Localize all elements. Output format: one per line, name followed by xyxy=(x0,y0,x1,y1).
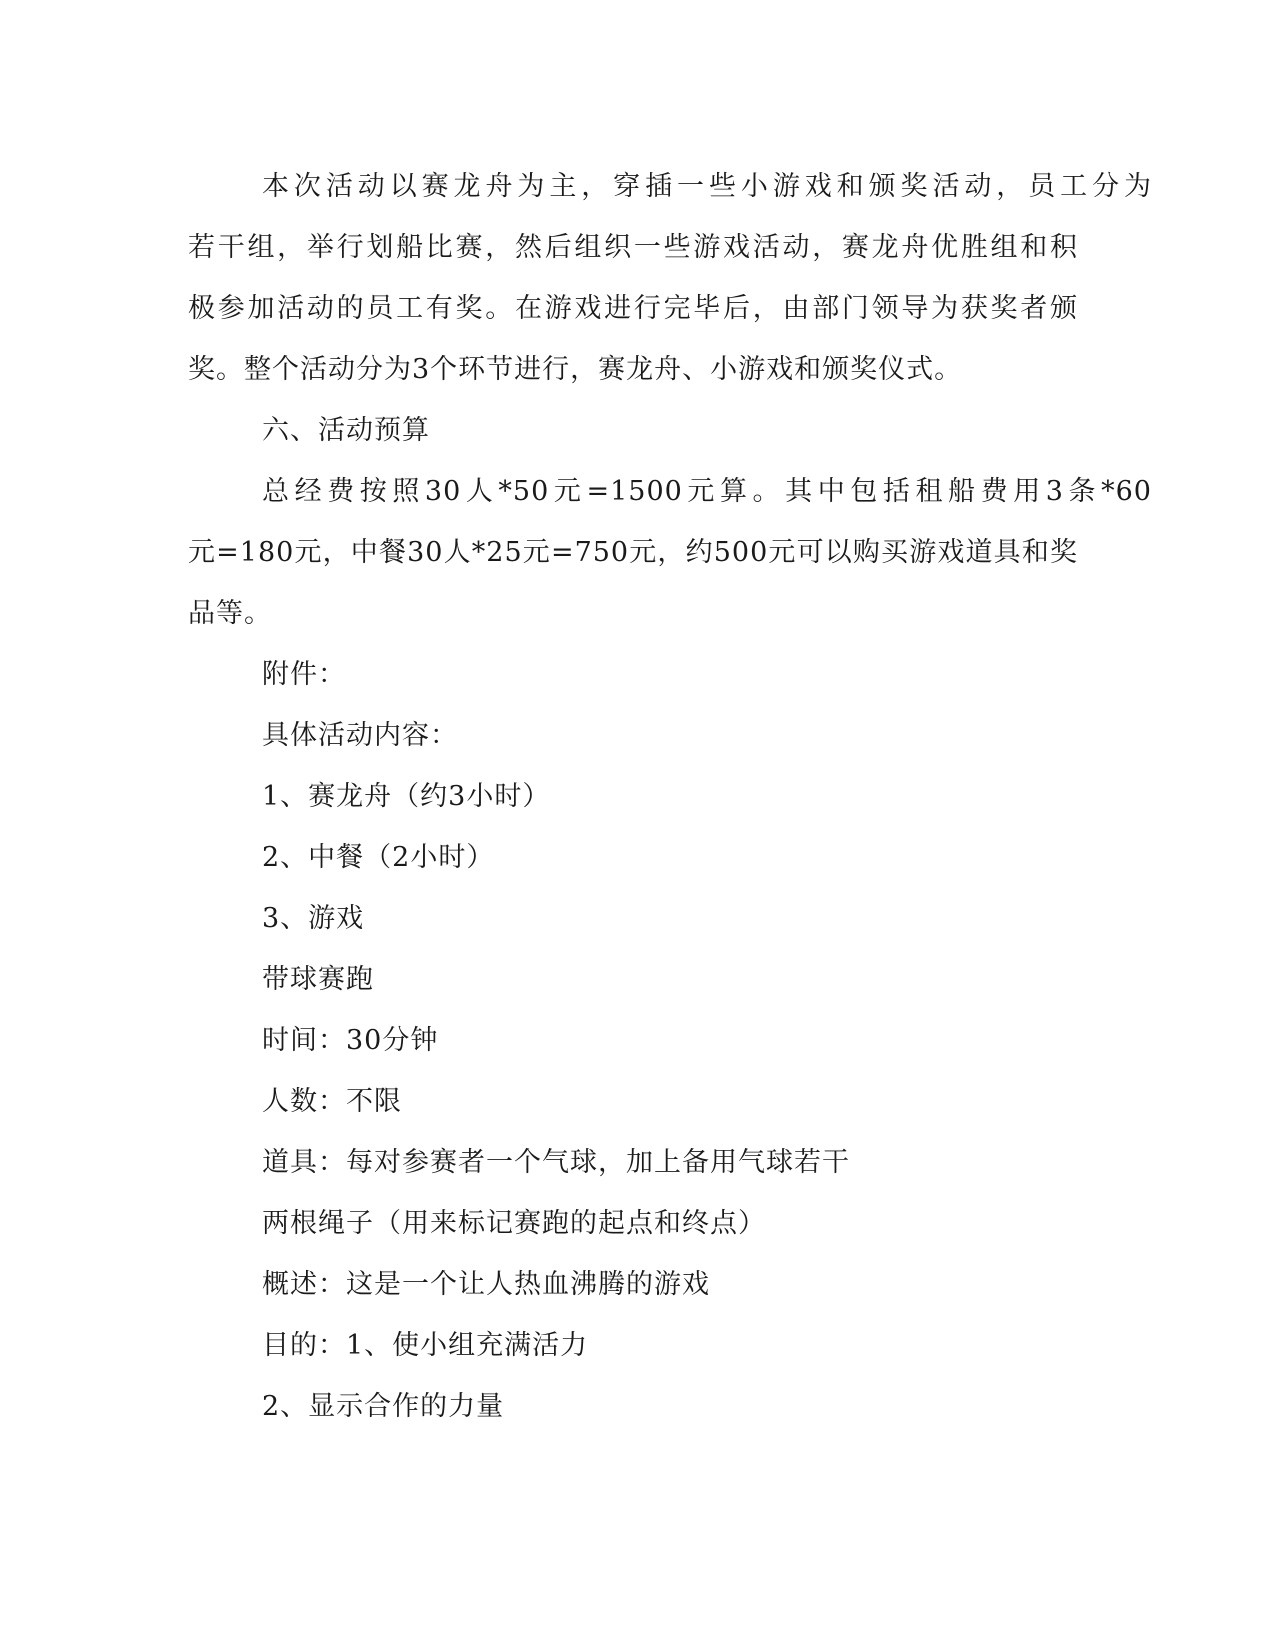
document-body xyxy=(188,156,1152,1437)
list-item: 2、中餐（2小时） xyxy=(262,842,495,873)
game-detail: 两根绳子（用来标记赛跑的起点和终点） xyxy=(262,1208,766,1239)
game-detail: 人数：不限 xyxy=(262,1086,402,1117)
paragraph-line: 元=180元，中餐30人*25元=750元，约500元可以购买游戏道具和奖 xyxy=(188,537,1078,568)
game-detail: 道具：每对参赛者一个气球，加上备用气球若干 xyxy=(262,1147,850,1178)
paragraph-line: 极参加活动的员工有奖。在游戏进行完毕后，由部门领导为获奖者颁 xyxy=(188,293,1078,324)
appendix-label: 附件： xyxy=(262,659,346,690)
content-heading: 具体活动内容： xyxy=(262,720,458,751)
paragraph-line: 本次活动以赛龙舟为主，穿插一些小游戏和颁奖活动，员工分为 xyxy=(262,171,1152,202)
paragraph-line: 品等。 xyxy=(188,598,272,629)
list-item: 3、游戏 xyxy=(262,903,365,934)
game-detail: 目的：1、使小组充满活力 xyxy=(262,1330,589,1361)
paragraph-line: 奖。整个活动分为3个环节进行，赛龙舟、小游戏和颁奖仪式。 xyxy=(188,354,963,385)
game-title: 带球赛跑 xyxy=(262,964,374,995)
game-detail: 2、显示合作的力量 xyxy=(262,1391,505,1422)
paragraph-line: 若干组，举行划船比赛，然后组织一些游戏活动，赛龙舟优胜组和积 xyxy=(188,232,1078,263)
section-heading: 六、活动预算 xyxy=(262,415,430,446)
paragraph-line: 总经费按照30人*50元=1500元算。其中包括租船费用3条*60 xyxy=(262,476,1152,507)
game-detail: 概述：这是一个让人热血沸腾的游戏 xyxy=(262,1269,710,1300)
list-item: 1、赛龙舟（约3小时） xyxy=(262,781,551,812)
game-detail: 时间：30分钟 xyxy=(262,1025,439,1056)
